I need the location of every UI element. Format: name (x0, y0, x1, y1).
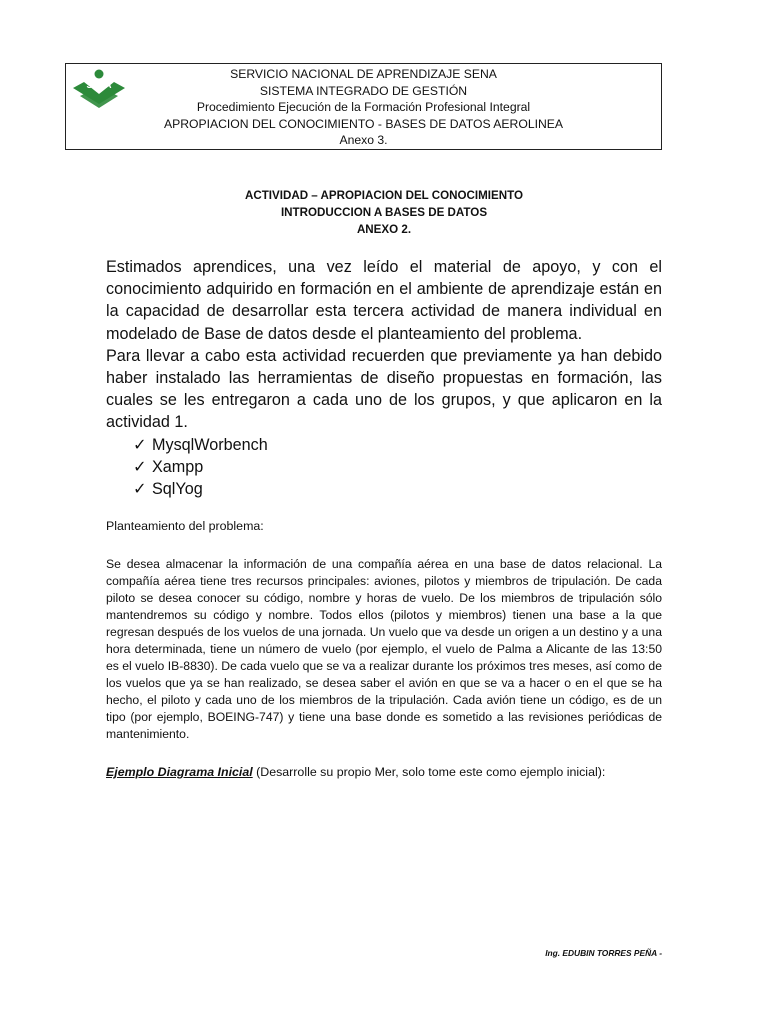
header-line-topic: APROPIACION DEL CONOCIMIENTO - BASES DE DATOS AEROLINEA (163, 116, 564, 131)
activity-subtitle: INTRODUCCION A BASES DE DATOS (280, 206, 488, 219)
intro-paragraph-1: Estimados aprendices, una vez leído el material de apoyo, y con el conocimiento adquirido en formación en el ambiente de aprendizaje están en la capacidad de desarrollar esta tercera actividad de manera individual en modelado de Base de datos desde el planteamiento del problema. (106, 258, 662, 343)
author-signature: Ing. EDUBIN TORRES PEÑA - (545, 948, 662, 958)
intro-paragraph-2: Para llevar a cabo esta actividad recuerden que previamente ya han debido haber instalado las herramientas de diseño propuestas en formación, las cuales se les entregaron a cada uno de los grupos, y que aplicaron en la actividad 1. (106, 346, 662, 432)
tool-label: MysqlWorbench (152, 436, 268, 454)
tool-label: Xampp (152, 458, 204, 476)
header-line-procedure: Procedimiento Ejecución de la Formación Profesional Integral (196, 100, 531, 115)
tool-item (133, 434, 268, 456)
checkmark-icon: ✓ (133, 458, 147, 476)
tool-label: SqlYog (152, 480, 203, 498)
activity-annex: ANEXO 2. (356, 223, 412, 236)
svg-text:SENA: SENA (86, 80, 112, 90)
example-diagram-line (106, 765, 605, 779)
tool-item (133, 478, 268, 500)
problem-statement: Se desea almacenar la información de una compañía aérea en una base de datos relacional. La compañía aérea tiene tres recursos principales: aviones, pilotos y miembros de tripulación. De cada piloto se desea conocer su código, nombre y horas de vuelo. De los miembros de tripulación sólo mantendremos su código y nombre. Todos ellos (pilotos y miembros) tienen una base a la que regresan después de los vuelos de una jornada. Un vuelo que va desde un origen a un destino y a una hora determinada, tiene un número de vuelo (por ejemplo, el vuelo de Palma a Alicante de las 13:50 es el vuelo IB-8830). De cada vuelo que se va a realizar durante los próximos tres meses, así como de los vuelos que ya se han realizado, se desea saber el avión en que se va a hacer o en el que se ha hecho, el piloto y cada uno de los miembros de la tripulación. Cada avión tiene un código, es de un tipo (por ejemplo, BOEING-747) y tiene una base donde es sometido a las revisiones periódicas de mantenimiento. (106, 557, 662, 741)
activity-titles (0, 187, 768, 238)
document-header (65, 63, 662, 150)
problem-heading: Planteamiento del problema: (106, 519, 264, 533)
activity-title: ACTIVIDAD – APROPIACION DEL CONOCIMIENTO (244, 189, 524, 202)
example-diagram-note: (Desarrolle su propio Mer, solo tome este como ejemplo inicial): (252, 765, 606, 779)
checkmark-icon: ✓ (133, 480, 147, 498)
example-diagram-link[interactable]: Ejemplo Diagrama Inicial (106, 765, 253, 779)
header-line-system: SISTEMA INTEGRADO DE GESTIÓN (259, 83, 468, 98)
header-line-annex: Anexo 3. (339, 133, 388, 148)
tool-item (133, 456, 268, 478)
checkmark-icon: ✓ (133, 436, 147, 454)
header-text (66, 66, 661, 149)
intro-text (106, 256, 662, 434)
tools-list (133, 434, 268, 500)
header-line-institution: SERVICIO NACIONAL DE APRENDIZAJE SENA (230, 67, 497, 81)
